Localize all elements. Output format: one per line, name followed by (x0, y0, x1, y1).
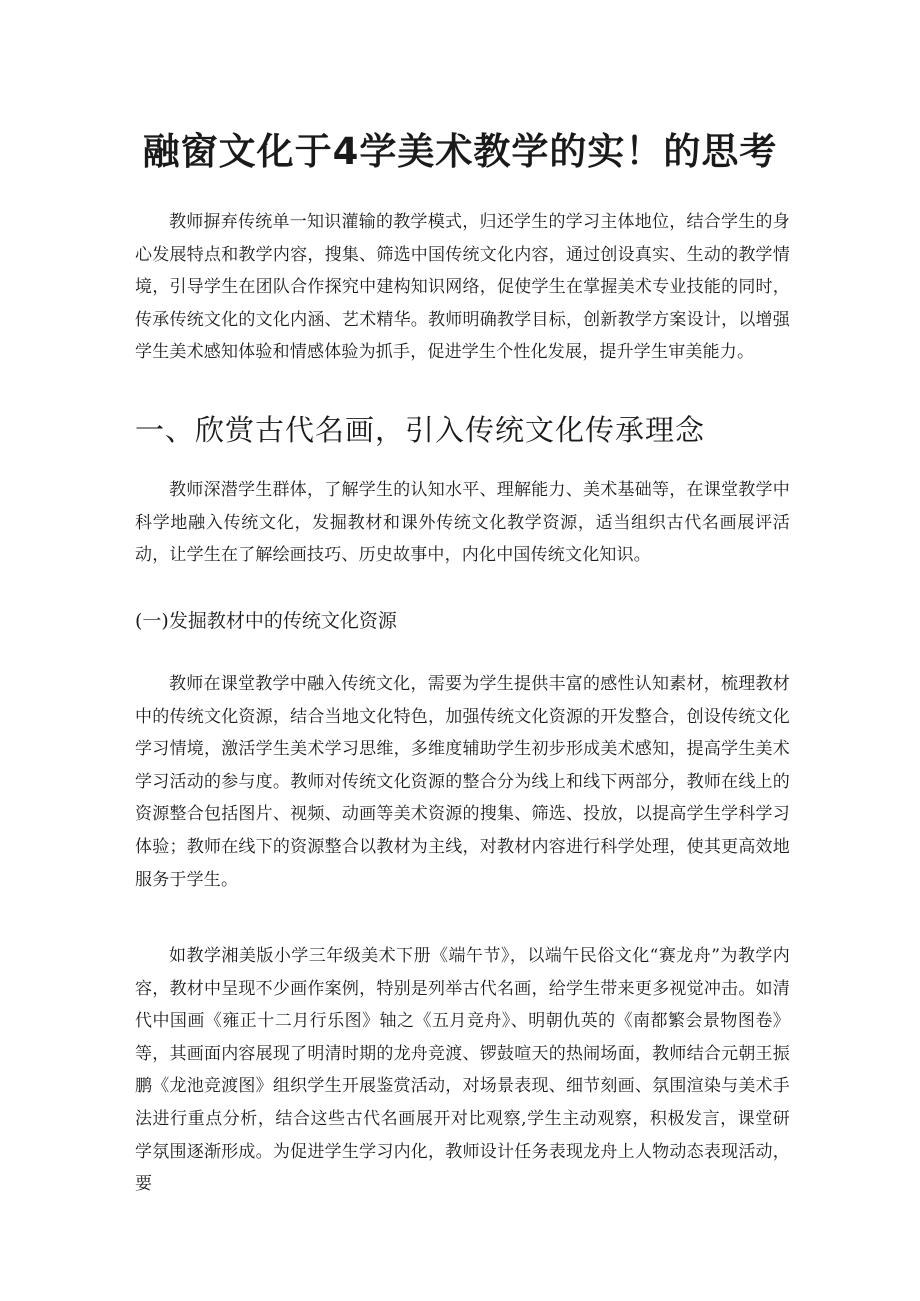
document-title: 融窗文化于4学美术教学的实！的思考 (142, 130, 778, 173)
section-1-paragraph: 教师深潜学生群体，了解学生的认知水平、理解能力、美术基础等，在课堂教学中科学地融入传统文化，发掘教材和课外传统文化教学资源，适当组织古代名画展评活动，让学生在了解绘画技巧、历史故事中，内化中国传统文化知识。 (135, 480, 790, 566)
subsection-1-heading: (一)发掘教材中的传统文化资源 (135, 610, 397, 632)
subsection-1-paragraph-1: 教师在课堂教学中融入传统文化，需要为学生提供丰富的感性认知素材，梳理教材中的传统文化资源，结合当地文化特色，加强传统文化资源的开发整合，创设传统文化学习情境，激活学生美术学习思维，多维度辅助学生初步形成美术感知，提高学生美术学习活动的参与度。教师对传统文化资源的整合分为线上和线下两部分，教师在线上的资源整合包括图片、视频、动画等美术资源的搜集、筛选、投放，以提高学生学科学习体验；教师在线下的资源整合以教材为主线，对教材内容进行科学处理，使其更高效地服务于学生。 (135, 674, 790, 890)
intro-paragraph: 教师摒弃传统单一知识灌输的教学模式，归还学生的学习主体地位，结合学生的身心发展特点和教学内容，搜集、筛选中国传统文化内容，通过创设真实、生动的教学情境，引导学生在团队合作探究中建构知识网络，促使学生在掌握美术专业技能的同时，传承传统文化的文化内涵、艺术精华。教师明确教学目标，创新教学方案设计，以增强学生美术感知体验和情感体验为抓手，促进学生个性化发展，提升学生审美能力。 (135, 212, 790, 363)
subsection-1-paragraph-2: 如教学湘美版小学三年级美术下册《端午节》，以端午民俗文化“赛龙舟”为教学内容，教材中呈现不少画作案例，特别是列举古代名画，给学生带来更多视觉冲击。如清代中国画《雍正十二月行乐图》轴之《五月竞舟》、明朝仇英的《南都繁会景物图卷》等，其画面内容展现了明清时期的龙舟竞渡、锣鼓喧天的热闹场面，教师结合元朝王振鹏《龙池竞渡图》组织学生开展鉴赏活动，对场景表现、细节刻画、氛围渲染与美术手法进行重点分析，结合这些古代名画展开对比观察,学生主动观察，积极发言，课堂研学氛围逐渐形成。为促进学生学习内化，教师设计任务表现龙舟上人物动态表现活动，要 (135, 946, 790, 1195)
section-1-heading: 一、欣赏古代名画，引入传统文化传承理念 (135, 413, 706, 447)
